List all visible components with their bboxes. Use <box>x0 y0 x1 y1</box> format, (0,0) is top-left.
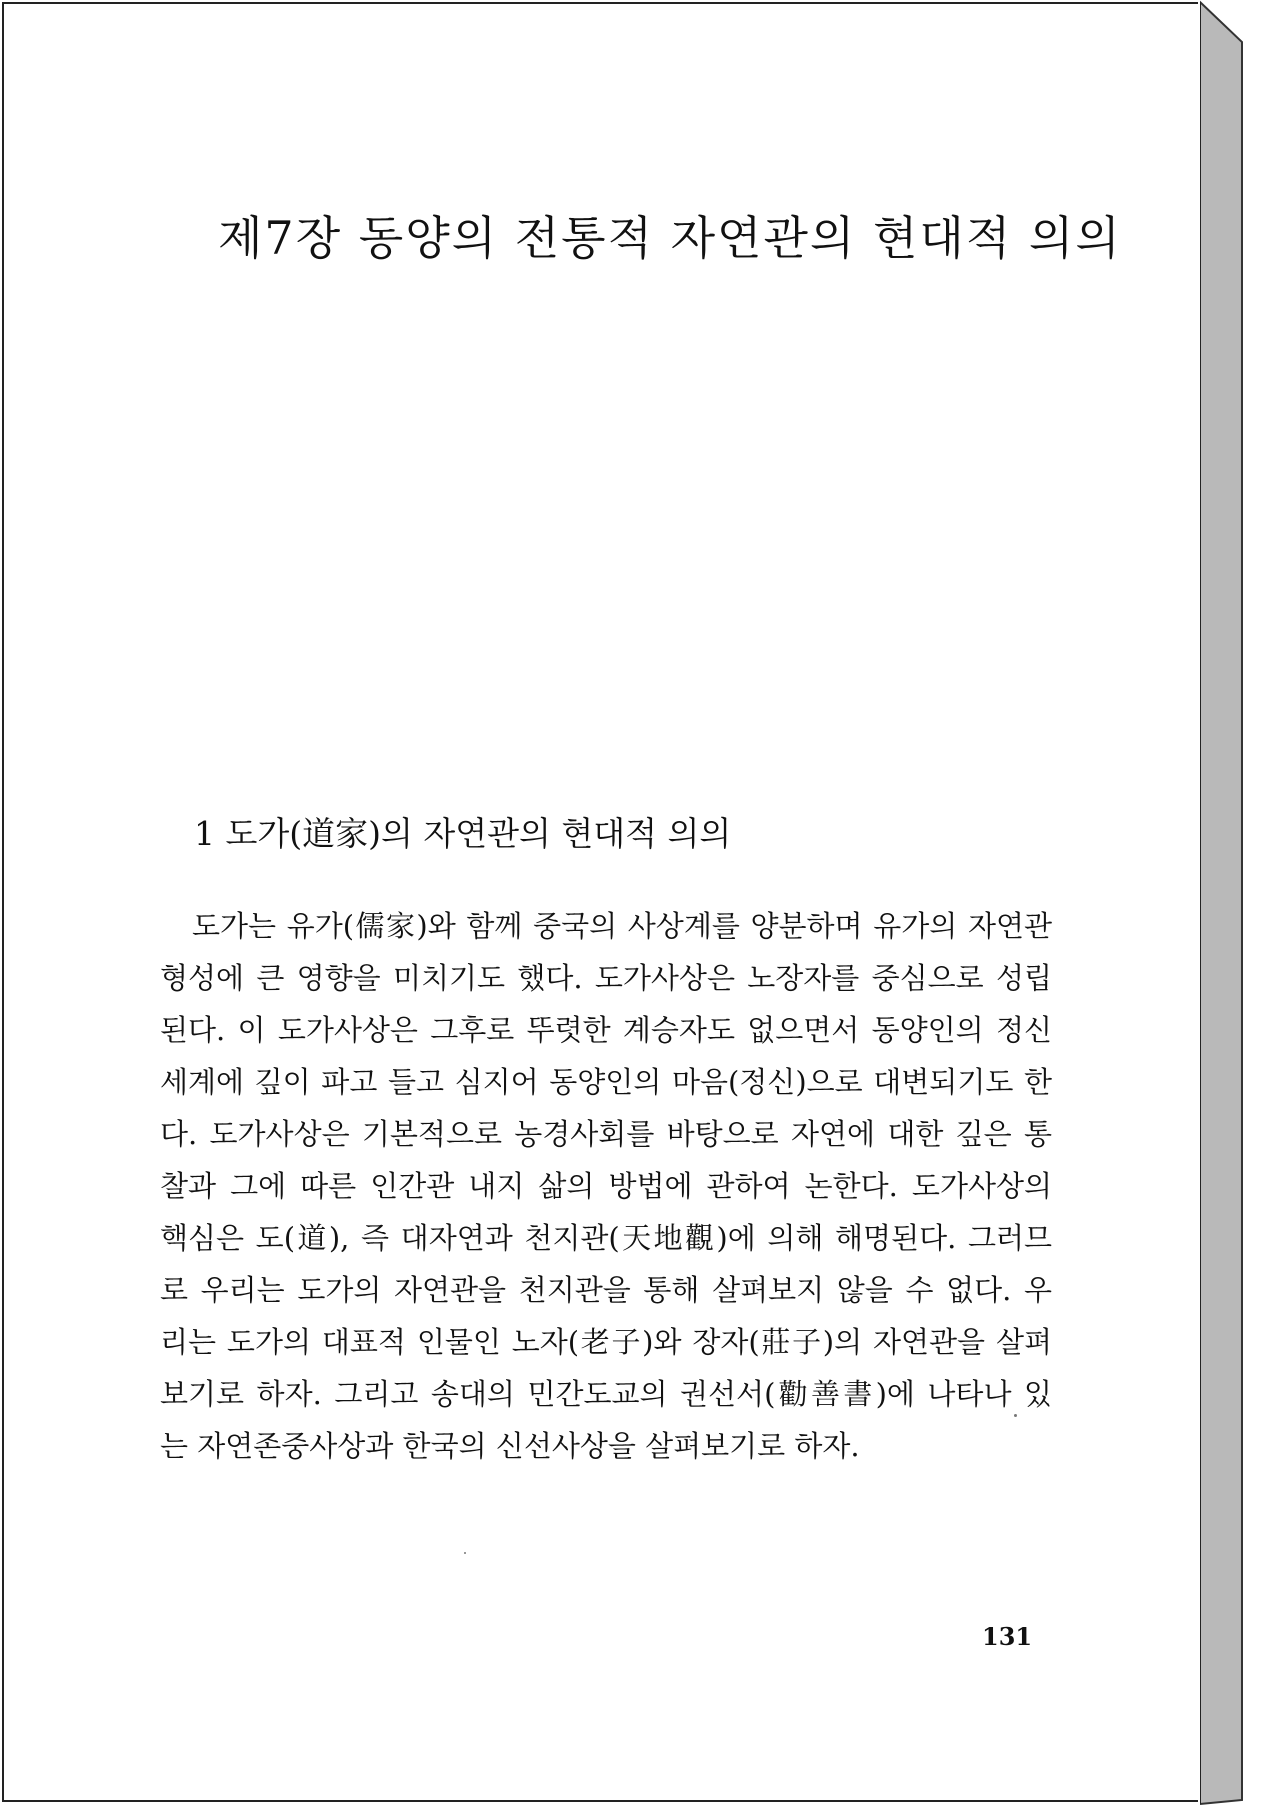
body-line: 로 우리는 도가의 자연관을 천지관을 통해 살펴보지 않을 수 없다. 우 <box>160 1273 1052 1307</box>
book-edge-shape <box>1200 0 1272 1806</box>
page-sheet <box>2 2 1198 1802</box>
section-heading: 1 도가(道家)의 자연관의 현대적 의의 <box>194 814 732 853</box>
body-line: 다. 도가사상은 기본적으로 농경사회를 바탕으로 자연에 대한 깊은 통 <box>160 1117 1052 1151</box>
body-line: 리는 도가의 대표적 인물인 노자(老子)와 장자(莊子)의 자연관을 살펴 <box>160 1325 1052 1359</box>
body-line: 형성에 큰 영향을 미치기도 했다. 도가사상은 노장자를 중심으로 성립 <box>160 961 1052 995</box>
scan-speck <box>464 1552 466 1554</box>
body-line: 세계에 깊이 파고 들고 심지어 동양인의 마음(정신)으로 대변되기도 한 <box>160 1065 1052 1099</box>
body-line: 도가는 유가(儒家)와 함께 중국의 사상계를 양분하며 유가의 자연관 <box>192 909 1052 943</box>
scan-speck <box>1014 1414 1017 1417</box>
body-paragraph <box>160 900 1052 1472</box>
body-line: 찰과 그에 따른 인간관 내지 삶의 방법에 관하여 논한다. 도가사상의 <box>160 1169 1052 1203</box>
body-line: 는 자연존중사상과 한국의 신선사상을 살펴보기로 하자. <box>160 1429 860 1463</box>
page-number: 131 <box>982 1622 1033 1651</box>
body-line: 보기로 하자. 그리고 송대의 민간도교의 권선서(勸善書)에 나타나 있 <box>160 1377 1052 1411</box>
chapter-title: 제7장 동양의 전통적 자연관의 현대적 의의 <box>218 211 1122 265</box>
body-line: 된다. 이 도가사상은 그후로 뚜렷한 계승자도 없으면서 동양인의 정신 <box>160 1013 1052 1047</box>
body-line: 핵심은 도(道), 즉 대자연과 천지관(天地觀)에 의해 해명된다. 그러므 <box>160 1221 1052 1255</box>
